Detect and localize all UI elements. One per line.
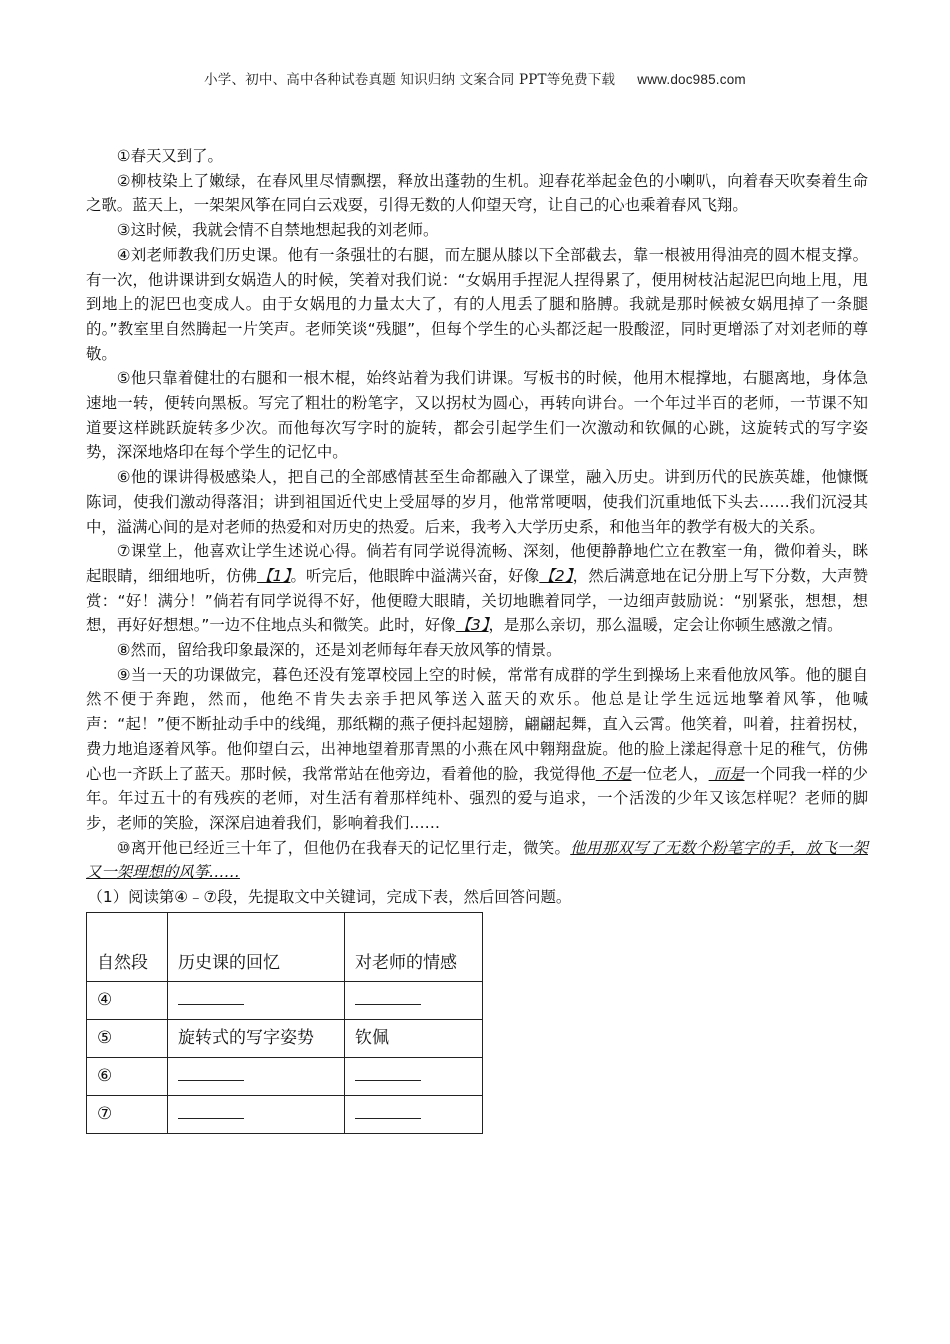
paragraph-5: ⑤他只靠着健壮的右腿和一根木棍，始终站着为我们讲课。写板书的时候，他用木棍撑地，右腿离地，身体急速地一转，便转向黑板。写完了粗壮的粉笔字，又以拐杖为圆心，再转向讲台。一个年过半百的老师，一节课不知道要这样跳跃旋转多少次。而他每次写字时的旋转，都会引起学生们一次激动和钦佩的心跳，这旋转式的写字姿势，深深地烙印在每个学生的记忆中。 [86,369,868,462]
header-cell-memory: 历史课的回忆 [168,912,345,981]
header-cell-feeling: 对老师的情感 [345,912,483,981]
paragraph-7-text: ，是那么亲切，那么温暖，定会让你顿生感激之情。 [488,616,843,635]
question-1: （1）阅读第④﹣⑦段，先提取文中关键词，完成下表，然后回答问题。 [87,888,572,907]
blank-2: 【2】 [539,566,573,585]
paragraph-2: ②柳枝染上了嫩绿，在春风里尽情飘摆，释放出蓬勃的生机。迎春花举起金色的小喇叭，向着春天吹奏着生命之歌。蓝天上，一架架风筝在同白云戏耍，引得无数的人仰望天穹，让自己的心也乘着春风飞翔。 [86,171,868,215]
article-content [86,144,868,1134]
cell-feeling: 钦佩 [345,1019,483,1057]
cell-paragraph: ⑤ [87,1019,168,1057]
table-row [87,1095,483,1133]
paragraph-7-text: ⑦课堂上，他喜欢让学生述说心得。倘若有同学说得流畅、深刻，他便静静地伫立在教室一角，微仰着头，眯起眼睛，细细地听，仿佛 [86,542,868,585]
answer-line[interactable] [178,992,244,1005]
answer-line[interactable] [178,1068,244,1081]
paragraph-9 [86,663,868,836]
cell-memory: 旋转式的写字姿势 [168,1019,345,1057]
paragraph-3: ③这时候，我就会情不自禁地想起我的刘老师。 [116,221,439,240]
cell-memory-blank[interactable] [168,981,345,1019]
paragraph-9-text: 一个同我一样的少年。年过五十的有残疾的老师，对生活有着那样纯朴、强烈的爱与追求，一个活泼的少年又该怎样呢？老师的脚步，老师的笑脸，深深启迪着我们，影响着我们…… [86,764,868,832]
paragraph-4: ④刘老师教我们历史课。他有一条强壮的右腿，而左腿从膝以下全部截去，靠一根被用得油亮的圆木棍支撑。有一次，他讲课讲到女娲造人的时候，笑着对我们说：“女娲用手捏泥人捏得累了，便用树枝沾起泥巴向地上甩，甩到地上的泥巴也变成人。由于女娲甩的力量太大了，有的人甩丢了腿和胳膊。我就是那时候被女娲甩掉了一条腿的。”教室里自然腾起一片笑声。老师笑谈“残腿”，但每个学生的心头都泛起一股酸涩，同时更增添了对刘老师的尊敬。 [86,245,868,363]
cell-paragraph: ④ [87,981,168,1019]
page-header [0,68,950,88]
paragraph-9-text: ⑨当一天的功课做完，暮色还没有笼罩校园上空的时候，常常有成群的学生到操场上来看他放风筝。他的腿自然不便于奔跑，然而，他绝不肯失去亲手把风筝送入蓝天的欢乐。他总是让学生远远地擎着风筝，他喊声：“起！”便不断扯动手中的线绳，那纸糊的燕子便抖起翅膀，翩翩起舞，直入云霄。他笑着，叫着，拄着拐杖，费力地追逐着风筝。他仰望白云，出神地望着那青黑的小燕在风中翱翔盘旋。他的脸上漾起得意十足的稚气，仿佛心也一齐跃上了蓝天。那时候，我常常站在他旁边，看着他的脸，我觉得他 [86,665,868,783]
header-cell-paragraph: 自然段 [87,912,168,981]
paragraph-7 [86,539,868,638]
paragraph-8: ⑧然而，留给我印象最深的，还是刘老师每年春天放风筝的情景。 [116,641,562,660]
cell-feeling-blank[interactable] [345,1095,483,1133]
cell-paragraph: ⑦ [87,1095,168,1133]
table-row [87,1019,483,1057]
table-header-row [87,912,483,981]
table-row [87,981,483,1019]
paragraph-6: ⑥他的课讲得极感染人，把自己的全部感情甚至生命都融入了课堂，融入历史。讲到历代的民族英雄，他慷慨陈词，使我们激动得落泪；讲到祖国近代史上受屈辱的岁月，他常常哽咽，使我们沉重地低下头去……我们沉浸其中，溢满心间的是对老师的热爱和对历史的热爱。后来，我考入大学历史系，和他当年的教学有极大的关系。 [86,468,868,536]
paragraph-9-text: 一位老人， [631,764,709,783]
blank-3: 【3】 [455,616,489,635]
underlined-word-bushi: 不是 [595,764,632,783]
underlined-sentence: 他用那双写了无数个粉笔字的手，放飞一架又一架理想的风筝…… [86,838,868,882]
answer-line[interactable] [355,1106,421,1119]
paragraph-10-text: ⑩离开他已经近三十年了，但他仍在我春天的记忆里行走，微笑。 [116,838,571,857]
cell-memory-blank[interactable] [168,1095,345,1133]
answer-line[interactable] [178,1106,244,1119]
paragraph-7-text: ，然后满意地在记分册上写下分数，大声赞赏：“好！满分！”倘若有同学说得不好，他便瞪大眼睛，关切地瞧着同学，一边细声鼓励说：“别紧张，想想，想想，再好好想想。”一边不住地点头和微笑。此时，好像 [86,566,868,635]
cell-feeling-blank[interactable] [345,1057,483,1095]
answer-line[interactable] [355,1068,421,1081]
answer-line[interactable] [355,992,421,1005]
paragraph-1: ①春天又到了。 [116,147,223,165]
blank-1: 【1】 [257,566,291,585]
table-row [87,1057,483,1095]
paragraph-7-text: 。听完后，他眼眸中溢满兴奋，好像 [290,566,540,585]
cell-paragraph: ⑥ [87,1057,168,1095]
paragraph-10 [86,836,868,885]
header-site-link[interactable]: www.doc985.com [637,72,746,87]
underlined-word-ershi: 而是 [708,764,745,783]
header-text: 小学、初中、高中各种试卷真题 知识归纳 文案合同 PPT等免费下载 [204,72,616,88]
answer-table [86,912,483,1134]
cell-memory-blank[interactable] [168,1057,345,1095]
cell-feeling-blank[interactable] [345,981,483,1019]
